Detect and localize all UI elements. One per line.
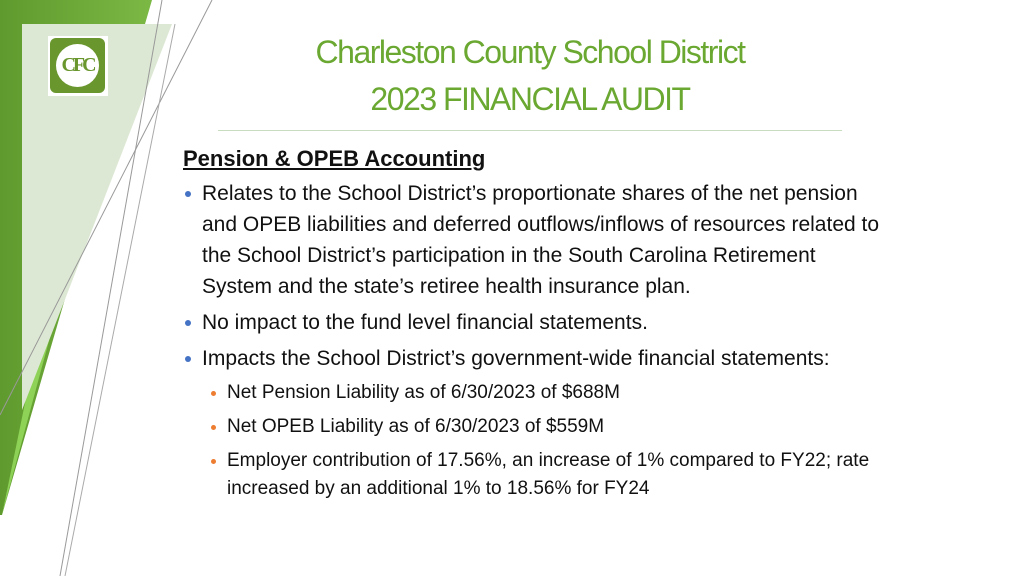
cfc-logo: CFC: [48, 36, 108, 96]
slide-subtitle: 2023 FINANCIAL AUDIT: [370, 81, 690, 117]
bullet-item: Impacts the School District’s government-wide financial statements:: [183, 343, 883, 374]
bullet-item: No impact to the fund level financial statements.: [183, 307, 883, 338]
sub-bullet-item: Net Pension Liability as of 6/30/2023 of $688M: [208, 379, 883, 407]
bullet-item: Relates to the School District’s proportionate shares of the net pension and OPEB liabilities and deferred outflows/inflows of resources related to the School District’s participation in the South Carolina Retirement System and the state’s retiree health insurance plan.: [183, 178, 883, 302]
section-heading: Pension & OPEB Accounting: [183, 146, 486, 171]
sub-bullet-item: Employer contribution of 17.56%, an increase of 1% compared to FY22; rate increased by an additional 1% to 18.56% for FY24: [208, 447, 883, 503]
title-divider: [218, 130, 842, 131]
slide-content: [183, 146, 883, 509]
slide-title: Charleston County School District: [315, 34, 745, 70]
sub-bullet-item: Net OPEB Liability as of 6/30/2023 of $559M: [208, 413, 883, 441]
